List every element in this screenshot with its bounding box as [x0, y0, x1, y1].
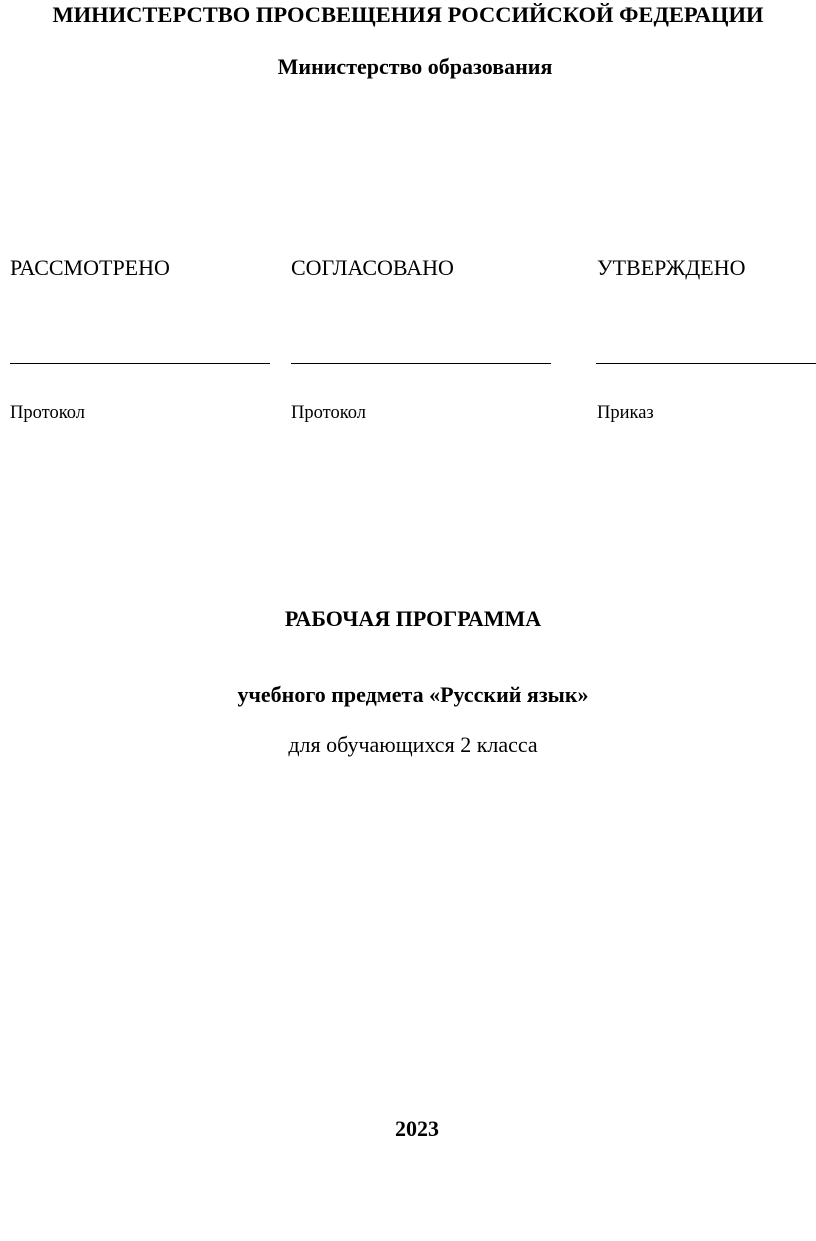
- signature-line-reviewed: [10, 363, 270, 364]
- signature-line-approved: [596, 363, 816, 364]
- approval-approved-heading: УТВЕРЖДЕНО: [597, 255, 746, 280]
- signature-line-agreed: [291, 363, 551, 364]
- agreed-protocol-label: Протокол: [291, 403, 366, 423]
- approval-reviewed-heading: РАССМОТРЕНО: [10, 255, 170, 280]
- approved-order-label: Приказ: [597, 403, 654, 423]
- reviewed-protocol-label: Протокол: [10, 403, 85, 423]
- document-year: 2023: [395, 1116, 439, 1141]
- program-audience: для обучающихся 2 класса: [288, 732, 538, 757]
- program-subject: учебного предмета «Русский язык»: [237, 682, 589, 707]
- ministry-regional-heading: Министерство образования: [277, 54, 553, 79]
- ministry-federal-heading: МИНИСТЕРСТВО ПРОСВЕЩЕНИЯ РОССИЙСКОЙ ФЕДЕРАЦИИ: [52, 2, 764, 27]
- program-title: РАБОЧАЯ ПРОГРАММА: [284, 606, 542, 631]
- approval-agreed-heading: СОГЛАСОВАНО: [291, 255, 454, 280]
